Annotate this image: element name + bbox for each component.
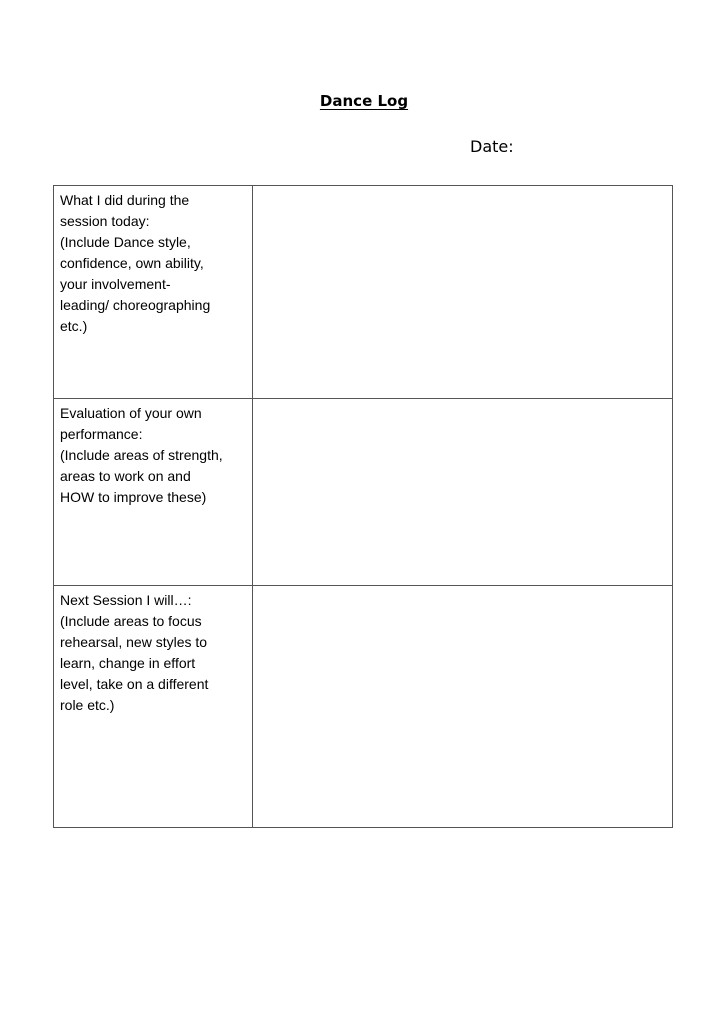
response-cell-evaluation[interactable]: [253, 399, 673, 586]
prompt-cell-evaluation: [54, 399, 253, 586]
table-row-session-today: [54, 186, 673, 399]
prompt-next-session: Next Session I will…: (Include areas to focus rehearsal, new styles to learn, change in effort level, take on a different role etc.): [60, 592, 209, 713]
page-title: Dance Log: [319, 92, 409, 110]
prompt-session-today: What I did during the session today: (Include Dance style, confidence, own ability, your involvement- leading/ choreographing etc.): [60, 192, 211, 334]
table-row-next-session: [54, 586, 673, 828]
prompt-cell-next-session: [54, 586, 253, 828]
table-row-evaluation: [54, 399, 673, 586]
prompt-evaluation: Evaluation of your own performance: (Include areas of strength, areas to work on and HOW to improve these): [60, 405, 223, 505]
prompt-cell-session-today: [54, 186, 253, 399]
response-cell-next-session[interactable]: [253, 586, 673, 828]
response-cell-session-today[interactable]: [253, 186, 673, 399]
dance-log-table: [53, 185, 673, 828]
date-label: Date:: [470, 137, 514, 156]
